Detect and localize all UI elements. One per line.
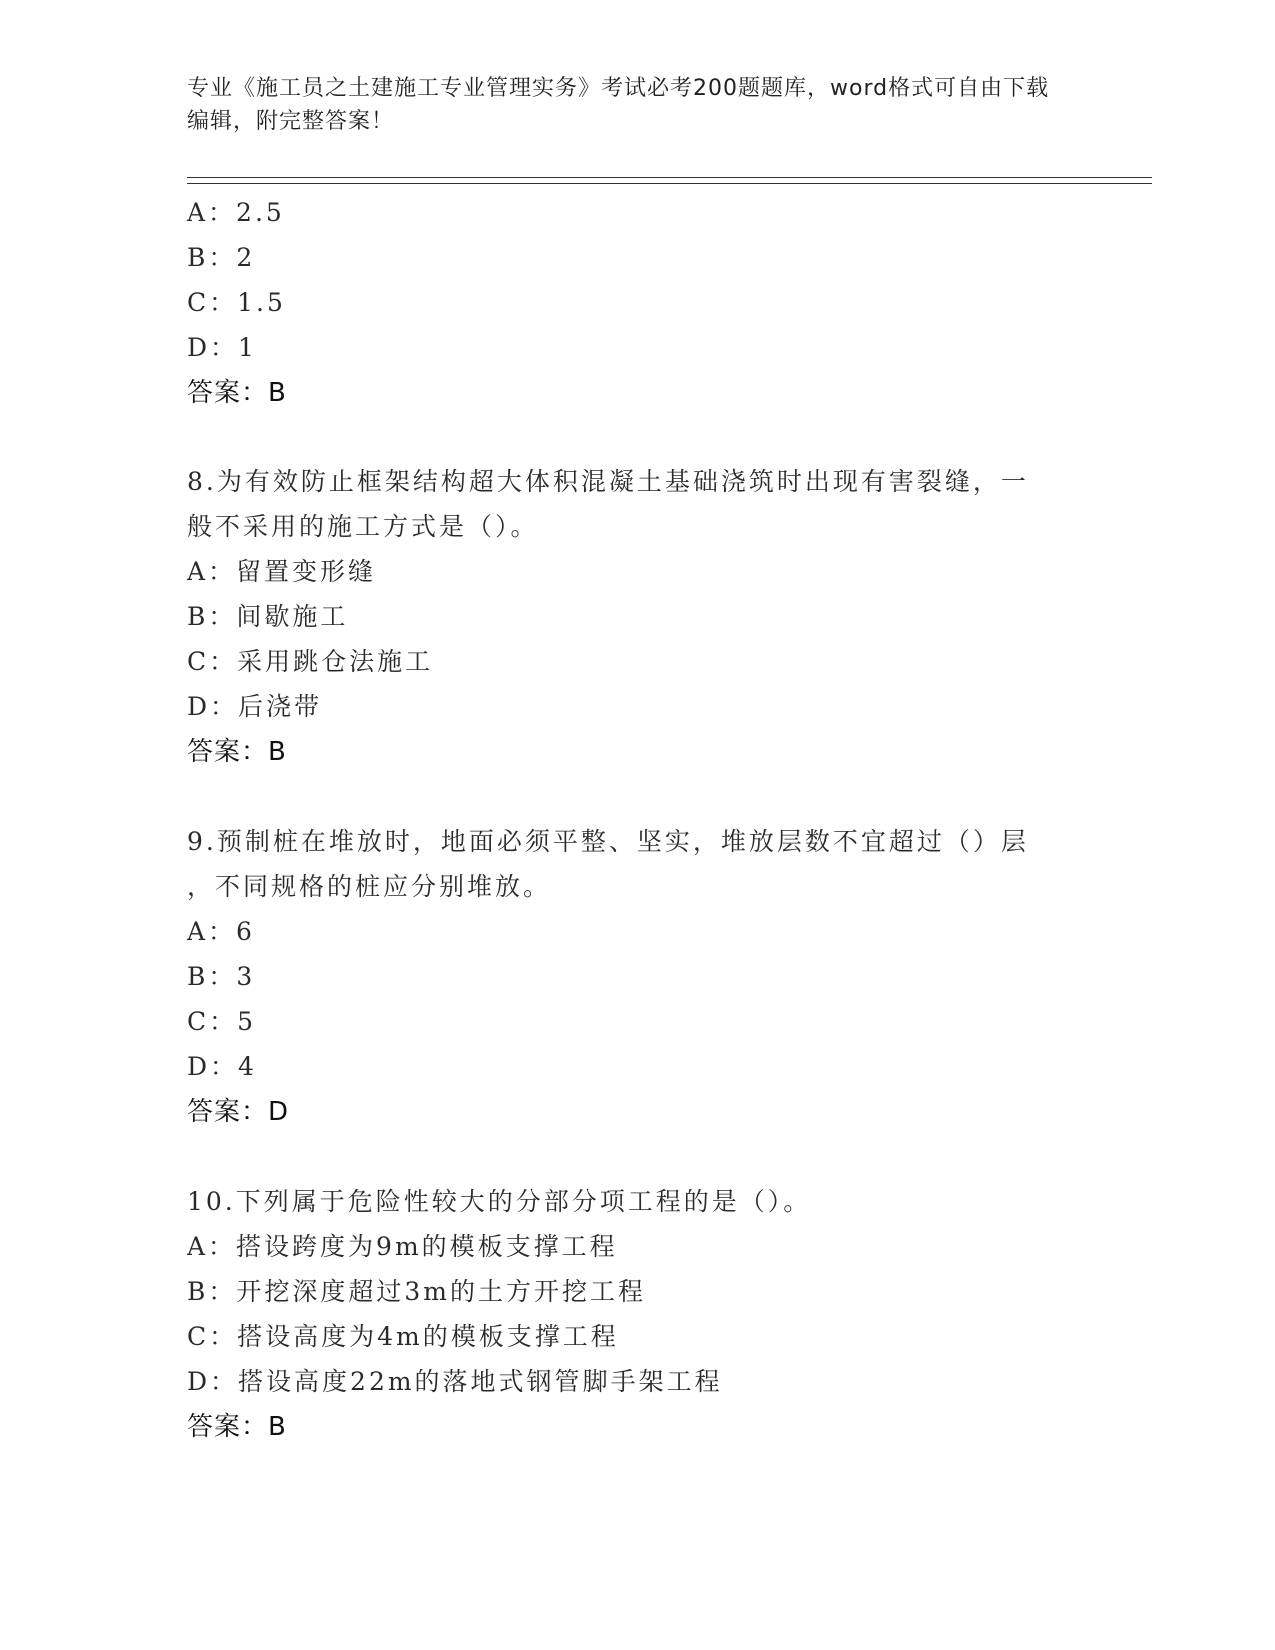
- q10-option-d: D：搭设高度22m的落地式钢管脚手架工程: [187, 1367, 723, 1396]
- q7-option-d: D：1: [187, 333, 257, 362]
- q9-answer: 答案：D: [187, 1097, 290, 1127]
- document-header: 专业《施工员之土建施工专业管理实务》考试必考200题题库，word格式可自由下载编辑，附完整答案！: [187, 76, 1050, 134]
- q10-answer: 答案：B: [187, 1412, 287, 1442]
- q10-option-c: C：搭设高度为4m的模板支撑工程: [187, 1322, 619, 1351]
- q9-option-d: D：4: [187, 1052, 257, 1081]
- q8-option-a: A：留置变形缝: [187, 557, 377, 586]
- q7-answer: 答案：B: [187, 378, 287, 408]
- q7-option-c: C：1.5: [187, 288, 286, 317]
- q8-answer: 答案：B: [187, 737, 287, 767]
- q8-stem-line1: 8.为有效防止框架结构超大体积混凝土基础浇筑时出现有害裂缝，一: [187, 467, 1029, 496]
- header-divider-bottom: [187, 183, 1152, 184]
- q10-option-b: B：开挖深度超过3m的土方开挖工程: [187, 1277, 646, 1306]
- q7-option-a: A：2.5: [187, 198, 285, 227]
- q9-option-b: B：3: [187, 962, 256, 991]
- q8-option-b: B：间歇施工: [187, 602, 349, 631]
- q8-stem-line2: 般不采用的施工方式是（）。: [187, 512, 539, 541]
- q9-stem-line2: ，不同规格的桩应分别堆放。: [187, 872, 552, 901]
- q10-option-a: A：搭设跨度为9m的模板支撑工程: [187, 1232, 618, 1261]
- q8-option-c: C：采用跳仓法施工: [187, 647, 434, 676]
- q7-option-b: B：2: [187, 243, 256, 272]
- header-divider-top: [187, 177, 1152, 178]
- q9-stem-line1: 9.预制桩在堆放时，地面必须平整、坚实，堆放层数不宜超过（）层: [187, 827, 1029, 856]
- q10-stem-line1: 10.下列属于危险性较大的分部分项工程的是（）。: [187, 1187, 812, 1216]
- q9-option-c: C：5: [187, 1007, 257, 1036]
- q9-option-a: A：6: [187, 917, 255, 946]
- q8-option-d: D：后浇带: [187, 692, 323, 721]
